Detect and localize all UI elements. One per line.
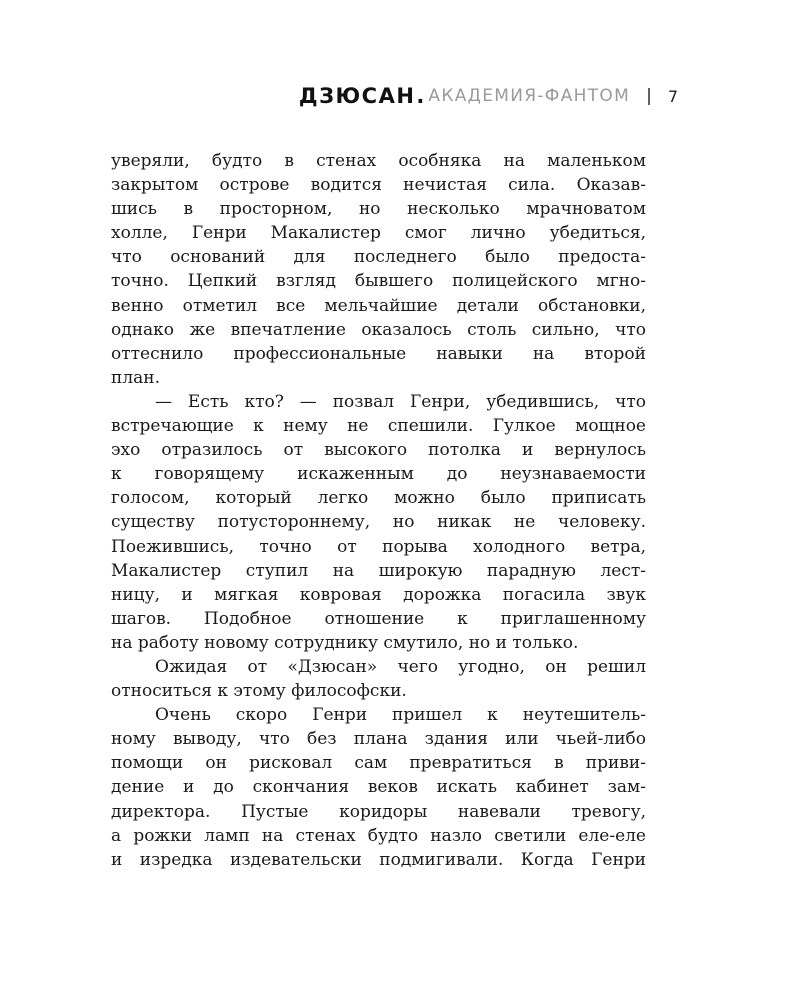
- page-number: 7: [667, 86, 678, 106]
- text-line: венно отметил все мельчайшие детали обстановки,: [111, 295, 646, 316]
- text-line: точно. Цепкий взгляд бывшего полицейского мгно-: [111, 271, 646, 292]
- text-line: и изредка издевательски подмигивали. Когда Генри: [111, 849, 646, 870]
- text-line: встречающие к нему не спешили. Гулкое мощное: [111, 416, 646, 437]
- text-line: а рожки ламп на стенах будто назло светили еле-еле: [111, 825, 646, 846]
- text-line: уверяли, будто в стенах особняка на маленьком: [111, 151, 646, 171]
- text-line: шагов. Подобное отношение к приглашенному: [111, 608, 646, 629]
- text-line: ницу, и мягкая ковровая дорожка погасила звук: [111, 584, 646, 605]
- text-line: на работу новому сотруднику смутило, но и только.: [111, 632, 579, 653]
- text-line: помощи он рисковал сам превратиться в приви-: [111, 753, 646, 774]
- text-line: шись в просторном, но несколько мрачноватом: [111, 199, 646, 220]
- text-line: директора. Пустые коридоры навевали тревогу,: [111, 801, 646, 822]
- text-line: относиться к этому философски.: [111, 681, 407, 702]
- series-dot: .: [416, 84, 425, 108]
- series-brand: ДЗЮСАН: [298, 84, 416, 108]
- text-line: к говорящему искаженным до неузнаваемости: [111, 464, 646, 485]
- header-separator: |: [646, 86, 652, 106]
- text-line: оттеснило профессиональные навыки на второй: [111, 343, 646, 364]
- text-line: холле, Генри Макалистер смог лично убедиться,: [111, 223, 646, 244]
- text-line: ному выводу, что без плана здания или чьей-либо: [111, 729, 646, 750]
- text-line: Поежившись, точно от порыва холодного ветра,: [111, 536, 646, 557]
- text-line: Макалистер ступил на широкую парадную лест-: [111, 560, 646, 581]
- text-line: эхо отразилось от высокого потолка и вернулось: [111, 440, 646, 461]
- text-line: существу потустороннему, но никак не человеку.: [111, 512, 646, 533]
- text-line: закрытом острове водится нечистая сила. Оказав-: [111, 175, 646, 196]
- text-line: однако же впечатление оказалось столь сильно, что: [111, 319, 646, 340]
- text-line: дение и до скончания веков искать кабинет зам-: [111, 777, 646, 798]
- text-line: Очень скоро Генри пришел к неутешитель-: [155, 705, 646, 726]
- text-line: план.: [111, 367, 160, 388]
- body-text: [111, 149, 646, 872]
- text-line: — Есть кто? — позвал Генри, убедившись, что: [155, 391, 646, 412]
- running-head: [299, 83, 678, 109]
- text-line: что оснований для последнего было предоста-: [111, 247, 646, 268]
- text-line: голосом, который легко можно было приписать: [111, 488, 646, 509]
- book-title: АКАДЕМИЯ-ФАНТОМ: [428, 86, 631, 106]
- text-line: Ожидая от «Дзюсан» чего угодно, он решил: [155, 656, 646, 677]
